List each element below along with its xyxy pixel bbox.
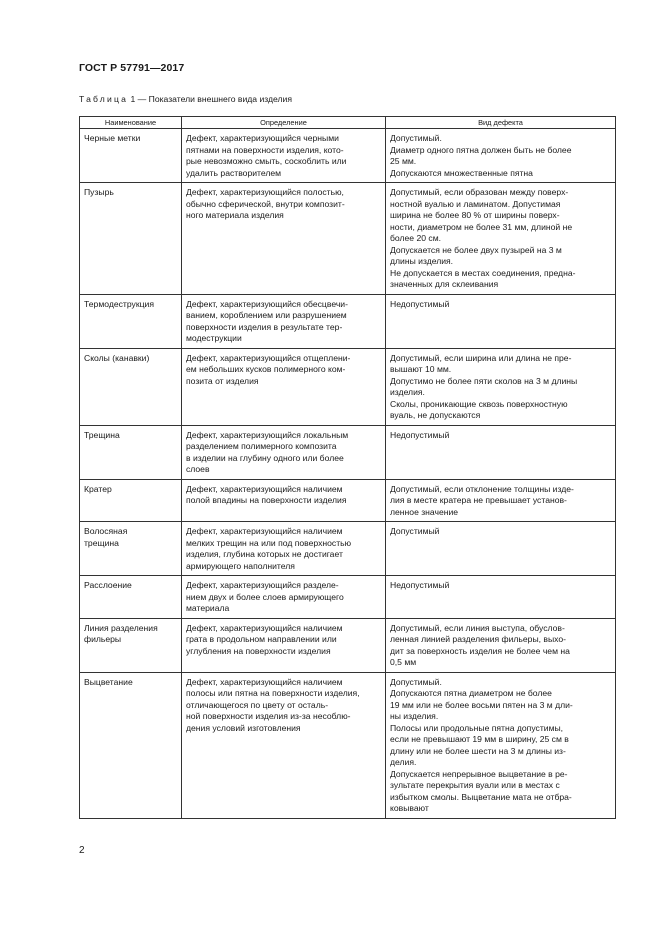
- table-row: [80, 348, 616, 425]
- table-caption-title: — Показатели внешнего вида изделия: [135, 94, 293, 104]
- defect-name-cell: [80, 425, 182, 479]
- table-row: [80, 522, 616, 576]
- defect-definition: Дефект, характеризующийся разделе- нием двух и более слоев армирующего материала: [186, 580, 344, 613]
- defect-definition-cell: [182, 618, 386, 672]
- defect-type-cell: [386, 425, 616, 479]
- defect-type: Допустимый: [390, 526, 440, 536]
- defect-definition: Дефект, характеризующийся наличием грата в продольном направлении или углубления на поверхности изделия: [186, 622, 343, 656]
- defect-name: Волосяная трещина: [84, 526, 128, 548]
- defect-definition-cell: [182, 425, 386, 479]
- defect-name: Термодеструкция: [84, 298, 154, 309]
- defect-type: Недопустимый: [390, 298, 450, 309]
- defect-type-cell: [386, 348, 616, 425]
- table-caption: [79, 94, 292, 104]
- defect-definition-cell: [182, 294, 386, 348]
- defect-type-cell: [386, 129, 616, 183]
- defect-definition: Дефект, характеризующийся полостью, обычно сферической, внутри композит- ного материала изделия: [186, 187, 345, 220]
- defect-name: Расслоение: [84, 580, 132, 590]
- defect-definition: Дефект, характеризующийся локальным разделением полимерного композита в изделии на глубину одного или более слоев: [186, 429, 349, 474]
- defect-type: Допустимый. Диаметр одного пятна должен быть не более 25 мм. Допускаются множественные пятна: [390, 133, 572, 178]
- defect-definition: Дефект, характеризующийся наличием полосы или пятна на поверхности изделия, отличающегося по цвету от осталь- ной поверхности изделия из-за несоблю- дения условий изготовления: [186, 676, 360, 733]
- defect-type-cell: [386, 479, 616, 522]
- column-header-definition: Определение: [182, 117, 386, 129]
- table-caption-prefix: Таблица: [79, 94, 129, 104]
- defect-name-cell: [80, 522, 182, 576]
- defect-name-cell: [80, 618, 182, 672]
- defect-definition-cell: [182, 479, 386, 522]
- table-row: [80, 129, 616, 183]
- defect-type: Допустимый, если образован между поверх- ностной вуалью и ламинатом. Допустимая ширина не более 80 % от ширины поверх- ности, диаметром не более 31 мм, длиной не более 20 см. Допускается не более двух пузырей на 3 м длины изделия. Не допускается в местах соединения, предна- значенных для склеивания: [390, 187, 576, 289]
- table-header-row: [80, 117, 616, 129]
- defect-definition: Дефект, характеризующийся отщеплени- ем небольших кусков полимерного ком- позита от изделия: [186, 352, 351, 386]
- defects-table: [79, 116, 616, 819]
- defect-type: Допустимый, если отклонение толщины изде- лия в месте кратера не превышает установ- ленное значение: [390, 483, 574, 517]
- defect-name: Выцветание: [84, 676, 133, 687]
- defect-type: Допустимый. Допускаются пятна диаметром не более 19 мм или не более восьми пятен на 3 м дли- ны изделия. Полосы или продольные пятна допустимы, если не превышают 19 мм в ширину, 25 см в длину или не более шести на 3 м длины из- делия. Допускается непрерывное выцветание в ре- зультате перекрытия вуали или в местах с избытком смолы. Выцветание мата не отбра- ковывают: [390, 676, 573, 813]
- defect-name-cell: [80, 129, 182, 183]
- defect-type: Допустимый, если ширина или длина не пре- вышают 10 мм. Допустимо не более пяти сколов на 3 м длины изделия. Сколы, проникающие сквозь поверхностную вуаль, не допускаются: [390, 352, 578, 420]
- column-header-defect-type: Вид дефекта: [386, 117, 616, 129]
- defect-type: Допустимый, если линия выступа, обуслов- ленная линией разделения фильеры, выхо- дит за поверхность изделия не более чем на 0,5 мм: [390, 622, 570, 667]
- defect-type-cell: [386, 672, 616, 818]
- table-row: [80, 576, 616, 619]
- table-row: [80, 618, 616, 672]
- defect-name-cell: [80, 294, 182, 348]
- defect-name: Кратер: [84, 483, 112, 494]
- defect-definition: Дефект, характеризующийся обесцвечи- ванием, короблением или разрушением поверхности изделия в результате тер- модеструкции: [186, 298, 348, 343]
- defect-definition: Дефект, характеризующийся наличием полой впадины на поверхности изделия: [186, 483, 347, 505]
- defect-definition-cell: [182, 576, 386, 619]
- defect-name: Черные метки: [84, 133, 141, 143]
- defect-type-cell: [386, 576, 616, 619]
- defect-type-cell: [386, 183, 616, 295]
- defect-name: Трещина: [84, 429, 120, 440]
- table-row: [80, 425, 616, 479]
- defect-type-cell: [386, 522, 616, 576]
- defect-name-cell: [80, 672, 182, 818]
- defect-name-cell: [80, 576, 182, 619]
- defect-definition-cell: [182, 348, 386, 425]
- defect-name-cell: [80, 183, 182, 295]
- defect-definition-cell: [182, 522, 386, 576]
- defect-name: Сколы (канавки): [84, 352, 150, 363]
- column-header-name: Наименование: [80, 117, 182, 129]
- defect-name-cell: [80, 348, 182, 425]
- defect-definition-cell: [182, 672, 386, 818]
- defect-definition: Дефект, характеризующийся наличием мелких трещин на или под поверхностью изделия, глубина которых не достигает армирующего наполнителя: [186, 526, 352, 571]
- document-code: ГОСТ Р 57791—2017: [79, 62, 185, 74]
- table-row: [80, 479, 616, 522]
- table-caption-number: 1: [130, 94, 136, 104]
- page-number: 2: [79, 845, 85, 856]
- defect-type: Недопустимый: [390, 429, 450, 440]
- defect-type-cell: [386, 294, 616, 348]
- defect-name: Линия разделения фильеры: [84, 622, 158, 644]
- defect-name-cell: [80, 479, 182, 522]
- defect-definition-cell: [182, 183, 386, 295]
- defect-definition: Дефект, характеризующийся черными пятнами на поверхности изделия, кото- рые невозможно смыть, соскоблить или удалить растворителем: [186, 133, 347, 178]
- table-row: [80, 672, 616, 818]
- defect-type: Недопустимый: [390, 580, 450, 590]
- defect-type-cell: [386, 618, 616, 672]
- defect-definition-cell: [182, 129, 386, 183]
- table-row: [80, 183, 616, 295]
- table-row: [80, 294, 616, 348]
- defect-name: Пузырь: [84, 187, 114, 197]
